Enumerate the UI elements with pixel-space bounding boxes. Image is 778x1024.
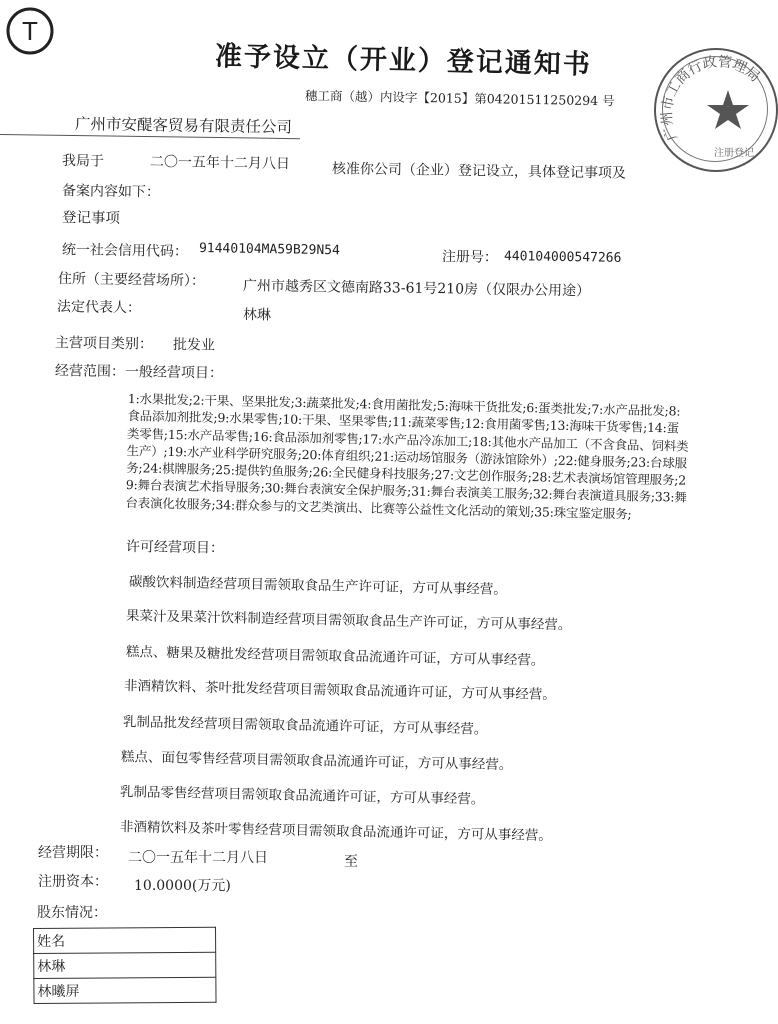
- licensed-item: 非酒精饮料及茶叶零售经营项目需领取食品流通许可证，方可从事经营。: [119, 819, 553, 845]
- category: 批发业: [172, 337, 216, 354]
- seal-star-icon: [656, 50, 776, 170]
- licensed-item: 碳酸饮料制造经营项目需领取食品生产许可证，方可从事经营。: [128, 574, 508, 598]
- company-name: 广州市安醍客贸易有限责任公司: [74, 115, 293, 137]
- shareholders-label: 股东情况：: [37, 905, 107, 921]
- intro-date: 二〇一五年十二月八日: [149, 154, 291, 173]
- capital-label: 注册资本：: [38, 874, 108, 890]
- licensed-label: 许可经营项目：: [125, 539, 225, 557]
- address-label: 住所（主要经营场所）：: [57, 271, 206, 290]
- general-scope: 1:水果批发;2:干果、坚果批发;3:蔬菜批发;4:食用菌批发;5:海味干货批发;6:蛋类批发;7:水产品批发;8:食品添加剂批发;9:水果零售;10:干果、坚果零售;11:蔬菜零售;12:食用菌零售;13:海味干货零售;14:蛋类零售;15:水产品零售;16:食品添加剂零售;17:水产品冷冻加工;18:其他水产品加工（不含食品、饲料类生产）;19:水产业科学研究服务;20:体育组织;21:运动场馆服务（游泳馆除外）;22:健身服务;23:台球服务;24:棋牌服务;25:提供钓鱼服务;26:全民健身科技服务;27:文艺创作服务;28:艺术表演场馆管理服务;29:舞台表演艺术指导服务;30:舞台表演安全保护服务;31:舞台表演美工服务;32:舞台表演道具服务;33:舞台表演化妆服务;34:群众参与的文艺类演出、比赛等公益性文化活动的策划;35:珠宝鉴定服务;: [125, 390, 689, 522]
- period-start: 二〇一五年十二月八日: [128, 850, 268, 866]
- licensed-item: 非酒精饮料、茶叶批发经营项目需领取食品流通许可证，方可从事经营。: [123, 678, 557, 704]
- capital: 10.0000(万元): [134, 878, 231, 894]
- document-number: 穗工商（越）内设字【2015】第04201511250294 号: [304, 88, 615, 109]
- svg-text:广州市工商行政管理局: 广州市工商行政管理局: [659, 54, 763, 143]
- period-label: 经营期限：: [38, 845, 108, 861]
- table-header-row: [34, 927, 216, 953]
- table-row: [34, 952, 216, 978]
- reg-no: 440104000547266: [503, 249, 622, 266]
- licensed-item: 糕点、面包零售经营项目需领取食品流通许可证，方可从事经营。: [120, 749, 513, 774]
- legal-rep-label: 法定代表人：: [56, 299, 142, 317]
- reg-no-label: 注册号：: [441, 249, 499, 266]
- licensed-item: 果菜汁及果菜汁饮料制造经营项目需领取食品生产许可证，方可从事经营。: [125, 608, 572, 634]
- official-seal: [654, 48, 778, 172]
- table-row: [34, 977, 216, 1003]
- licensed-item: 乳制品零售经营项目需领取食品流通许可证，方可从事经营。: [119, 784, 485, 808]
- intro-suffix: 核准你公司（企业）登记设立，具体登记事项及: [331, 161, 627, 182]
- shareholder-table: [33, 927, 217, 1004]
- licensed-item: 糕点、糖果及糖批发经营项目需领取食品流通许可证，方可从事经营。: [125, 644, 545, 669]
- section-heading: 登记事项: [61, 210, 121, 227]
- shareholder-name: 林琳: [34, 952, 216, 978]
- intro-line2: 备案内容如下：: [61, 183, 161, 201]
- svg-text:T: T: [22, 16, 38, 46]
- category-label: 主营项目类别：: [54, 335, 154, 353]
- svg-text:注册登记: 注册登记: [714, 148, 754, 159]
- address: 广州市越秀区文德南路33-61号210房（仅限办公用途）: [242, 278, 591, 300]
- scope-label: 经营范围：一般经营项目：: [54, 363, 224, 382]
- page-title: 准予设立（开业）登记通知书: [214, 41, 593, 81]
- table-header-name: 姓名: [34, 927, 216, 953]
- credit-code: 91440104MA59B29N54: [198, 241, 340, 259]
- legal-rep: 林琳: [242, 307, 272, 324]
- logo-icon: [5, 5, 55, 55]
- credit-code-label: 统一社会信用代码：: [61, 242, 189, 260]
- licensed-item: 乳制品批发经营项目需领取食品流通许可证，方可从事经营。: [122, 714, 488, 738]
- shareholder-name: 林曦屏: [34, 977, 216, 1003]
- period-to: 至: [344, 854, 358, 870]
- intro-prefix: 我局于: [61, 153, 105, 170]
